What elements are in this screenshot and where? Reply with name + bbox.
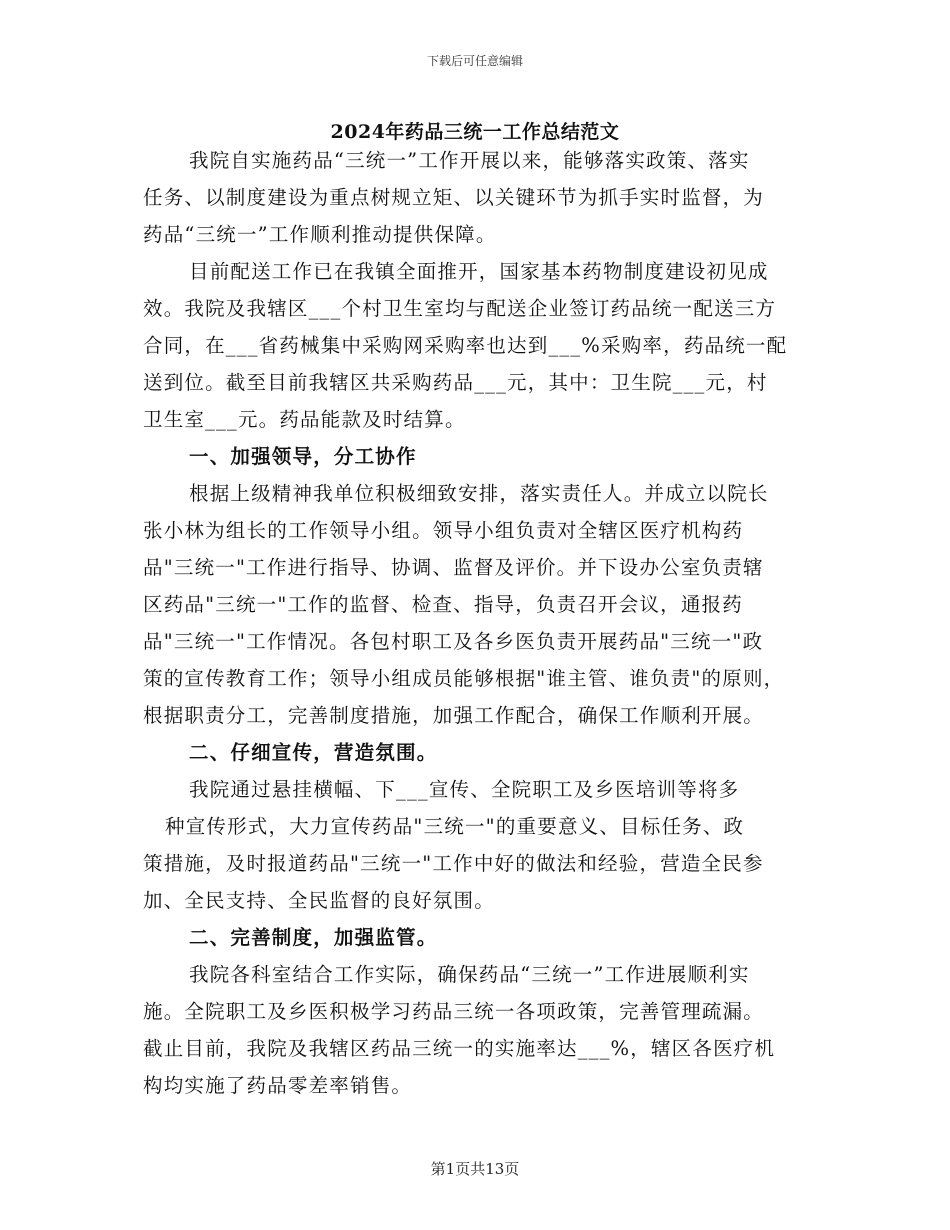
paragraph-line: 加、全民支持、全民监督的良好氛围。 <box>143 889 495 912</box>
paragraph-line: 合同，在___省药械集中采购网采购率也达到___%采购率，药品统一配 <box>143 334 788 357</box>
paragraph-line: 品"三统一"工作进行指导、协调、监督及评价。并下设办公室负责辖 <box>143 556 764 579</box>
paragraph-line: 我院自实施药品“三统一”工作开展以来，能够落实政策、落实 <box>189 149 750 172</box>
paragraph-line: 我院通过悬挂横幅、下___宣传、全院职工及乡医培训等将多 <box>189 778 740 801</box>
paragraph-line: 张小林为组长的工作领导小组。领导小组负责对全辖区医疗机构药 <box>143 519 744 542</box>
paragraph-line: 药品“三统一”工作顺利推动提供保障。 <box>143 223 497 246</box>
paragraph-line: 卫生室___元。药品能款及时结算。 <box>143 408 466 431</box>
paragraph-line: 目前配送工作已在我镇全面推开，国家基本药物制度建设初见成 <box>189 260 769 283</box>
paragraph-line: 施。全院职工及乡医积极学习药品三统一各项政策，完善管理疏漏。 <box>143 1000 765 1023</box>
paragraph-line: 策的宣传教育工作；领导小组成员能够根据"谁主管、谁负责"的原则， <box>143 667 785 690</box>
paragraph-line: 区药品"三统一"工作的监督、检查、指导，负责召开会议，通报药 <box>143 593 743 616</box>
section-heading: 二、完善制度，加强监管。 <box>189 926 438 949</box>
paragraph-line: 构均实施了药品零差率销售。 <box>143 1074 413 1097</box>
page-header-note: 下载后可任意编辑 <box>426 54 523 68</box>
paragraph-line: 任务、以制度建设为重点树规立矩、以关键环节为抓手实时监督，为 <box>143 186 765 209</box>
paragraph-line: 截止目前，我院及我辖区药品三统一的实施率达___%，辖区各医疗机 <box>143 1037 776 1060</box>
paragraph-line: 我院各科室结合工作实际，确保药品“三统一”工作进展顺利实 <box>189 963 750 986</box>
paragraph-line: 根据职责分工，完善制度措施，加强工作配合，确保工作顺利开展。 <box>143 704 765 727</box>
page-number-footer: 第1页共13页 <box>430 1160 520 1178</box>
section-heading: 二、仔细宣传，营造氛围。 <box>189 741 438 764</box>
paragraph-line: 效。我院及我辖区___个村卫生室均与配送企业签订药品统一配送三方 <box>143 297 777 320</box>
paragraph-line: 根据上级精神我单位积极细致安排，落实责任人。并成立以院长 <box>189 482 769 505</box>
document-body <box>143 142 803 1104</box>
paragraph-line: 种宣传形式，大力宣传药品"三统一"的重要意义、目标任务、政 <box>165 815 745 838</box>
paragraph-line: 送到位。截至目前我辖区共采购药品___元，其中：卫生院___元，村 <box>143 371 768 394</box>
document-title: 2024年药品三统一工作总结范文 <box>330 121 620 143</box>
paragraph-line: 品"三统一"工作情况。各包村职工及各乡医负责开展药品"三统一"政 <box>143 630 764 653</box>
section-heading: 一、加强领导，分工协作 <box>189 445 417 468</box>
paragraph-line: 策措施，及时报道药品"三统一"工作中好的做法和经验，营造全民参 <box>143 852 764 875</box>
